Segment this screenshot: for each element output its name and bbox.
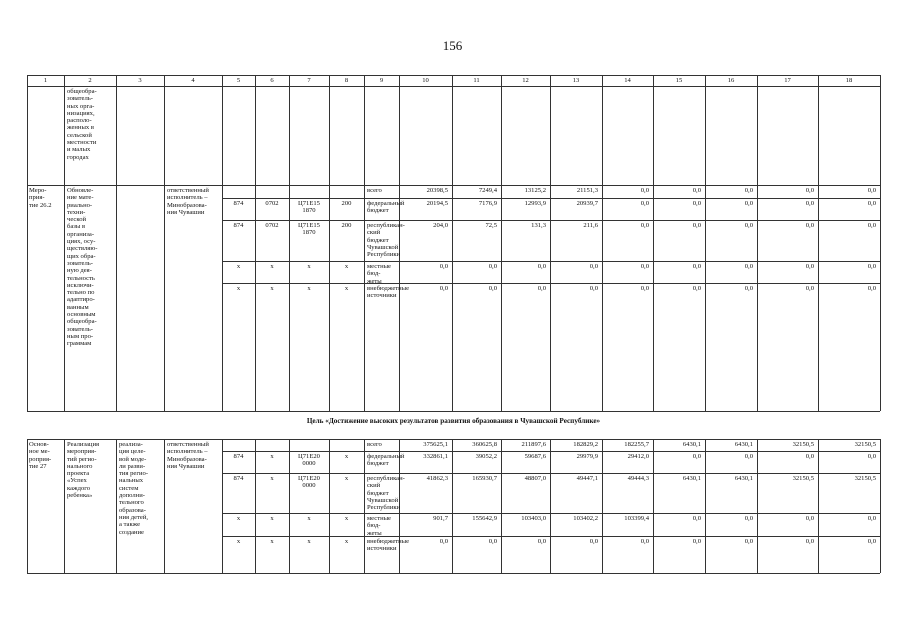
code-target: x: [307, 285, 311, 292]
value-cell: 0,0: [692, 538, 701, 545]
column-divider: [757, 75, 758, 411]
executor: ответственный исполнитель – Минобразова- ния Чувашии: [167, 441, 209, 470]
value-cell: 0,0: [744, 187, 753, 194]
code-target: Ц71Е15 1870: [298, 222, 320, 237]
column-divider: [653, 75, 654, 411]
funding-source: республикан- ский бюджет Чувашской Республики: [367, 222, 405, 259]
funding-source: внебюджетные источники: [367, 285, 410, 300]
value-cell: 0,0: [744, 200, 753, 207]
measure-label: Меро- прия- тие 26.2: [29, 187, 52, 209]
column-divider: [116, 439, 117, 573]
measure-description: Реализация мероприя- тий регио- нального проекта «Успех каждого ребенка»: [67, 441, 100, 500]
code-grbs: 874: [233, 453, 244, 460]
value-cell: 901,7: [433, 515, 448, 522]
code-grbs: 874: [233, 222, 244, 229]
value-cell: 103402,2: [573, 515, 598, 522]
value-cell: 0,0: [640, 263, 649, 270]
value-cell: 0,0: [439, 285, 448, 292]
measure-goal-text: реализа- ция целе- вой моде- ли разви- тия регио- нальных систем дополни- тельного образова- ния детей, а также создание: [119, 441, 149, 536]
code-expense: x: [344, 475, 349, 482]
value-cell: 0,0: [589, 285, 598, 292]
value-cell: 0,0: [692, 263, 701, 270]
value-cell: 0,0: [867, 453, 876, 460]
value-cell: 0,0: [744, 285, 753, 292]
column-header: 4: [191, 77, 195, 84]
value-cell: 0,0: [537, 538, 546, 545]
code-expense: x: [344, 538, 349, 545]
column-divider: [653, 439, 654, 573]
column-divider: [289, 75, 290, 411]
value-cell: 131,3: [531, 222, 546, 229]
code-grbs: x: [236, 515, 241, 522]
value-cell: 0,0: [589, 263, 598, 270]
column-divider: [164, 439, 165, 573]
value-cell: 32150,5: [792, 441, 814, 448]
value-cell: 0,0: [439, 263, 448, 270]
code-expense: 200: [341, 222, 352, 229]
value-cell: 0,0: [805, 263, 814, 270]
value-cell: 48807,0: [524, 475, 546, 482]
funding-source: федеральный бюджет: [367, 453, 405, 468]
code-section: x: [270, 538, 274, 545]
row-border: [222, 536, 880, 537]
column-divider: [550, 439, 551, 573]
value-cell: 0,0: [867, 222, 876, 229]
column-header: 14: [624, 77, 631, 84]
page-number: 156: [442, 38, 463, 53]
value-cell: 332861,1: [423, 453, 448, 460]
column-header: 1: [43, 77, 48, 84]
value-cell: 0,0: [488, 285, 497, 292]
funding-source: внебюджетные источники: [367, 538, 410, 553]
column-divider: [399, 75, 400, 411]
value-cell: 0,0: [640, 538, 649, 545]
value-cell: 32150,5: [792, 475, 814, 482]
value-cell: 7176,9: [478, 200, 497, 207]
funding-source: местные бюд- жеты: [367, 263, 391, 285]
row-border: [222, 198, 880, 199]
value-cell: 0,0: [640, 200, 649, 207]
measure-label: Основ- ное ме- роприя- тие 27: [29, 441, 52, 470]
code-expense: x: [344, 453, 349, 460]
value-cell: 49447,1: [576, 475, 598, 482]
column-header: 12: [522, 77, 529, 84]
value-cell: 182255,7: [624, 441, 649, 448]
code-expense: x: [344, 263, 349, 270]
column-header: 5: [236, 77, 241, 84]
code-target: x: [307, 263, 311, 270]
value-cell: 6430,1: [734, 441, 753, 448]
block1-top-border: [27, 185, 880, 186]
code-section: x: [270, 263, 274, 270]
block1-bottom-border: [27, 411, 880, 412]
column-divider: [64, 75, 65, 411]
funding-source: всего: [367, 441, 382, 448]
code-section: x: [270, 475, 274, 482]
row-border: [222, 220, 880, 221]
value-cell: 29412,0: [627, 453, 649, 460]
value-cell: 41862,3: [426, 475, 448, 482]
column-divider: [164, 75, 165, 411]
code-section: x: [270, 285, 274, 292]
column-header: 13: [572, 77, 580, 84]
table-bottom-border: [27, 573, 880, 574]
value-cell: 0,0: [692, 515, 701, 522]
code-grbs: x: [236, 263, 241, 270]
value-cell: 0,0: [692, 187, 701, 194]
row-border: [222, 513, 880, 514]
value-cell: 32150,5: [854, 475, 876, 482]
value-cell: 0,0: [640, 285, 649, 292]
value-cell: 0,0: [867, 200, 876, 207]
row-border: [222, 451, 880, 452]
value-cell: 0,0: [692, 222, 701, 229]
funding-source: федеральный бюджет: [367, 200, 405, 215]
row-border: [222, 473, 880, 474]
column-divider: [452, 439, 453, 573]
column-divider: [501, 75, 502, 411]
value-cell: 0,0: [488, 538, 497, 545]
code-target: Ц71Е20 0000: [298, 475, 320, 490]
column-divider: [602, 439, 603, 573]
block2-top-border: [27, 439, 880, 440]
value-cell: 20194,5: [426, 200, 448, 207]
value-cell: 0,0: [805, 285, 814, 292]
value-cell: 0,0: [692, 453, 701, 460]
value-cell: 0,0: [805, 515, 814, 522]
column-divider: [364, 75, 365, 411]
column-divider: [818, 439, 819, 573]
column-divider: [452, 75, 453, 411]
column-divider: [116, 75, 117, 411]
value-cell: 0,0: [744, 453, 753, 460]
column-header: 11: [473, 77, 480, 84]
code-target: x: [307, 538, 311, 545]
column-divider: [329, 75, 330, 411]
column-header: 18: [845, 77, 853, 84]
value-cell: 211897,6: [521, 441, 546, 448]
value-cell: 59687,6: [524, 453, 546, 460]
value-cell: 20398,5: [426, 187, 448, 194]
header-bottom-border: [27, 86, 880, 87]
value-cell: 0,0: [867, 538, 876, 545]
column-divider: [757, 439, 758, 573]
column-divider: [255, 75, 256, 411]
value-cell: 39052,2: [475, 453, 497, 460]
column-divider: [222, 75, 223, 411]
column-divider: [818, 75, 819, 411]
column-header: 7: [307, 77, 311, 84]
code-target: x: [307, 515, 311, 522]
value-cell: 103399,4: [624, 515, 649, 522]
value-cell: 0,0: [805, 538, 814, 545]
row-border: [222, 261, 880, 262]
code-section: x: [270, 515, 274, 522]
column-divider: [880, 439, 881, 573]
value-cell: 0,0: [744, 515, 753, 522]
value-cell: 0,0: [537, 285, 546, 292]
value-cell: 0,0: [744, 222, 753, 229]
value-cell: 0,0: [692, 285, 701, 292]
value-cell: 182829,2: [573, 441, 598, 448]
value-cell: 0,0: [805, 187, 814, 194]
value-cell: 0,0: [439, 538, 448, 545]
value-cell: 0,0: [488, 263, 497, 270]
continued-text: общеобра- зователь- ных орга- низациях, располо- женных в сельской местности и малых городах: [67, 88, 97, 161]
value-cell: 72,5: [485, 222, 497, 229]
value-cell: 0,0: [867, 187, 876, 194]
value-cell: 0,0: [867, 515, 876, 522]
column-header: 10: [422, 77, 429, 84]
value-cell: 0,0: [537, 263, 546, 270]
code-section: 0702: [265, 222, 279, 229]
code-expense: x: [344, 515, 349, 522]
value-cell: 0,0: [692, 200, 701, 207]
value-cell: 0,0: [805, 453, 814, 460]
value-cell: 0,0: [867, 285, 876, 292]
code-target: Ц71Е20 0000: [298, 453, 320, 468]
column-divider: [705, 75, 706, 411]
value-cell: 0,0: [805, 200, 814, 207]
value-cell: 165930,7: [472, 475, 497, 482]
value-cell: 21151,3: [576, 187, 598, 194]
code-expense: x: [344, 285, 349, 292]
value-cell: 49444,3: [627, 475, 649, 482]
measure-description: Обновле- ние мате- риально- техни- ческой базы в организа- циях, осу- ществляю- щих обра- зователь- ную дея- тельность исключи- тельно по адаптиро- ванным основным общеобра- зователь- ным про- граммам: [67, 187, 98, 348]
code-grbs: x: [236, 285, 241, 292]
column-header: 9: [379, 77, 384, 84]
value-cell: 20939,7: [576, 200, 598, 207]
value-cell: 0,0: [744, 538, 753, 545]
executor: ответственный исполнитель – Минобразова- ния Чувашии: [167, 187, 209, 216]
column-divider: [364, 439, 365, 573]
value-cell: 375625,1: [423, 441, 448, 448]
row-border: [222, 283, 880, 284]
goal-title: Цель «Достижение высоких результатов развития образования в Чувашской Республике»: [306, 417, 601, 425]
table-top-border: [27, 75, 880, 76]
value-cell: 12993,9: [524, 200, 546, 207]
value-cell: 204,0: [433, 222, 448, 229]
column-header: 16: [727, 77, 735, 84]
value-cell: 0,0: [867, 263, 876, 270]
value-cell: 29979,9: [576, 453, 598, 460]
value-cell: 0,0: [744, 263, 753, 270]
column-divider: [880, 75, 881, 411]
column-header: 2: [88, 77, 92, 84]
budget-table: [27, 75, 880, 573]
value-cell: 13125,2: [524, 187, 546, 194]
column-divider: [501, 439, 502, 573]
value-cell: 155642,9: [472, 515, 497, 522]
funding-source: местные бюд- жеты: [367, 515, 391, 537]
value-cell: 103403,0: [521, 515, 546, 522]
value-cell: 6430,1: [734, 475, 753, 482]
value-cell: 0,0: [640, 222, 649, 229]
code-section: x: [270, 453, 274, 460]
value-cell: 211,6: [583, 222, 598, 229]
code-expense: 200: [341, 200, 352, 207]
column-header: 17: [784, 77, 791, 84]
value-cell: 360625,8: [472, 441, 497, 448]
code-section: 0702: [265, 200, 279, 207]
column-divider: [27, 75, 28, 411]
column-header: 3: [138, 77, 142, 84]
code-target: Ц71Е15 1870: [298, 200, 320, 215]
value-cell: 32150,5: [854, 441, 876, 448]
code-grbs: 874: [233, 475, 244, 482]
code-grbs: x: [236, 538, 241, 545]
value-cell: 0,0: [805, 222, 814, 229]
funding-source: всего: [367, 187, 382, 194]
value-cell: 7249,4: [478, 187, 497, 194]
value-cell: 0,0: [640, 187, 649, 194]
value-cell: 6430,1: [682, 441, 701, 448]
column-divider: [27, 439, 28, 573]
value-cell: 6430,1: [682, 475, 701, 482]
column-divider: [602, 75, 603, 411]
column-divider: [705, 439, 706, 573]
column-header: 15: [675, 77, 683, 84]
column-header: 6: [270, 77, 274, 84]
code-grbs: 874: [233, 200, 244, 207]
funding-source: республикан- ский бюджет Чувашской Республики: [367, 475, 405, 512]
column-divider: [64, 439, 65, 573]
column-divider: [550, 75, 551, 411]
value-cell: 0,0: [589, 538, 598, 545]
column-header: 8: [344, 77, 349, 84]
